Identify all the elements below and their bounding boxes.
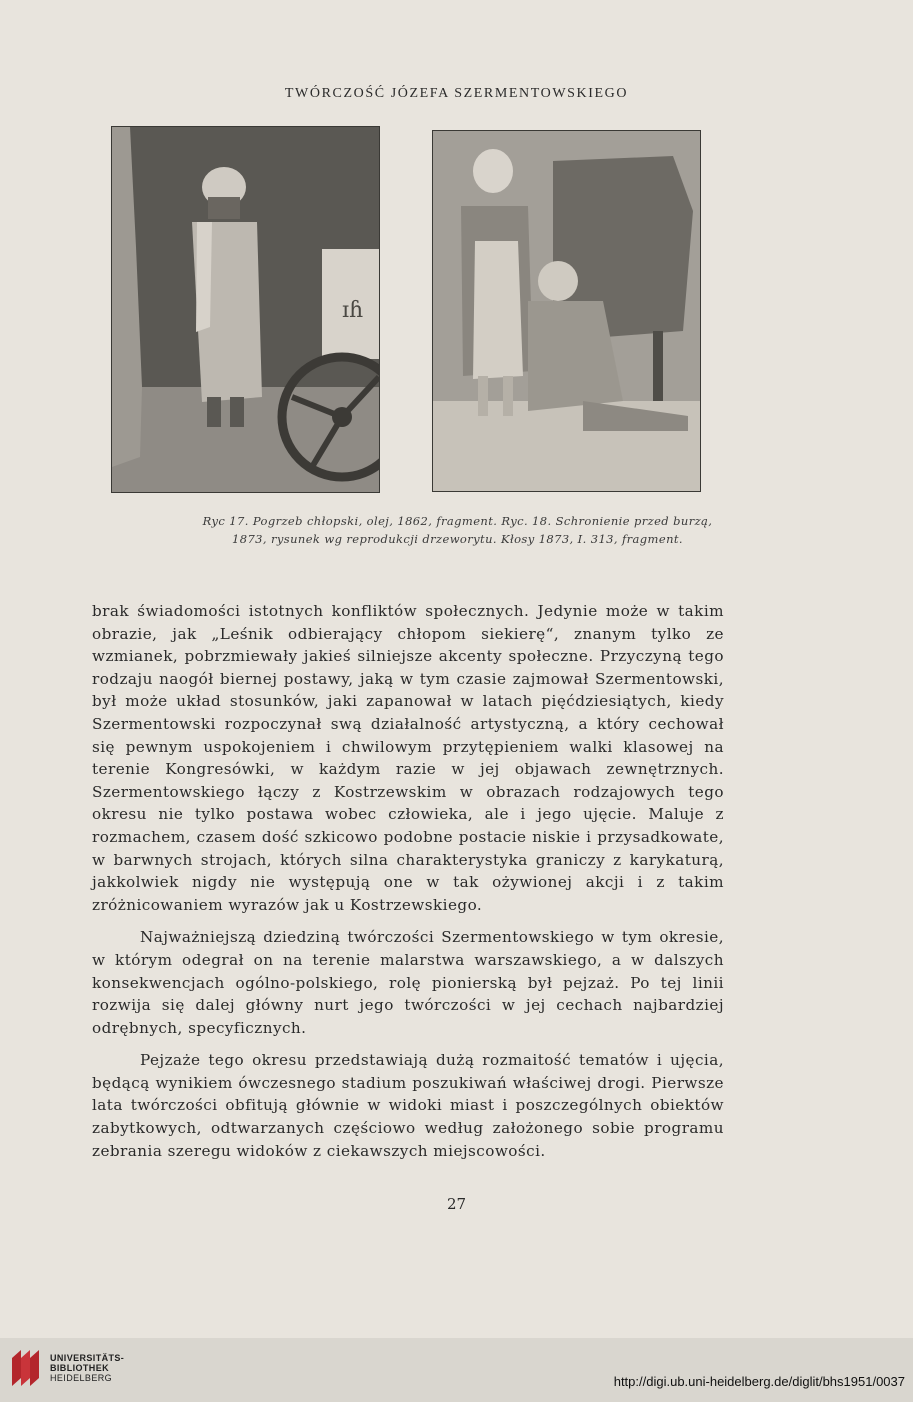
page-number: 27 [446,1195,467,1213]
figure-ryc-18 [432,130,701,492]
digital-library-footer [0,1338,913,1402]
paragraph-3: Pejzaże tego okresu przedstawiają dużą rozmaitość tematów i ujęcia, będącą wynikiem ówczesnego stadium poszukiwań właściwej drogi. Pierwsze lata twórczości obfitują głównie w widoki miast i poszczególnych obiektów zabytkowych, odtwarzanych częściowo według założonego sobie programu zebrania szeregu widoków z ciekawszych miejscowości. [92,1051,724,1160]
library-name-line-2: BIBLIOTHEK [50,1363,109,1373]
library-name [50,1353,124,1383]
library-name-line-1: UNIVERSITÄTS- [50,1353,125,1363]
svg-text:ɪɦ: ɪɦ [342,298,364,323]
paragraph-2: Najważniejszą dziedziną twórczości Szermentowskiego w tym okresie, w którym odegrał on na terenie malarstwa warszawskiego, a w dalszych konsekwencjach ogólno-polskiego, rolę pionierską był pejzaż. Po tej linii rozwija się dalej główny nurt jego twórczości w jej cechach najbardziej odrębnych, specyficznych. [92,928,724,1037]
figure-ryc-17 [111,126,380,493]
source-url-link[interactable]: http://digi.ub.uni-heidelberg.de/diglit/bhs1951/0037 [613,1374,905,1389]
caption-line-2: 1873, rysunek wg reprodukcji drzeworytu. Kłosy 1873, I. 313, fragment. [232,532,683,546]
paragraph-1: brak świadomości istotnych konfliktów społecznych. Jedynie może w takim obrazie, jak „Leśnik odbierający chłopom siekierę“, znanym tylko ze wzmianek, pobrzmiewały jakieś silniejsze akcenty społeczne. Przyczyną tego rodzaju naogół biernej postawy, jaką w tym czasie zajmował Szermentowski, był może układ stosunków, jaki zapanował w latach pięćdziesiątych, kiedy Szermentowski rozpoczynał swą działalność artystyczną, a który cechował się pewnym uspokojeniem i chwilowym przytępieniem walki klasowej na terenie Kongresówki, w każdym razie w jej objawach zewnętrznych. Szermentowskiego łączy z Kostrzewskim w obrazach rodzajowych tego okresu nie tylko postawa wobec człowieka, ale i jego ujęcie. Maluje z rozmachem, czasem dość szkicowo podobne postacie niskie i przysadkowate, w barwnych strojach, których silna charakterystyka graniczy z karykaturą, jakkolwiek nigdy nie występują one w tak ożywionej akcji i z takim zróżnicowaniem wyrazów jak u Kostrzewskiego. [92,602,724,914]
figure-ryc-18-illustration [433,131,700,491]
university-library-logo-icon [9,1348,43,1388]
figure-ryc-17-illustration [112,127,379,492]
library-name-line-3: HEIDELBERG [50,1373,113,1383]
figure-caption [90,512,825,548]
body-text [92,600,724,1172]
running-head: TWÓRCZOŚĆ JÓZEFA SZERMENTOWSKIEGO [284,86,629,101]
caption-line-1: Ryc 17. Pogrzeb chłopski, olej, 1862, fragment. Ryc. 18. Schronienie przed burzą, [202,514,713,528]
